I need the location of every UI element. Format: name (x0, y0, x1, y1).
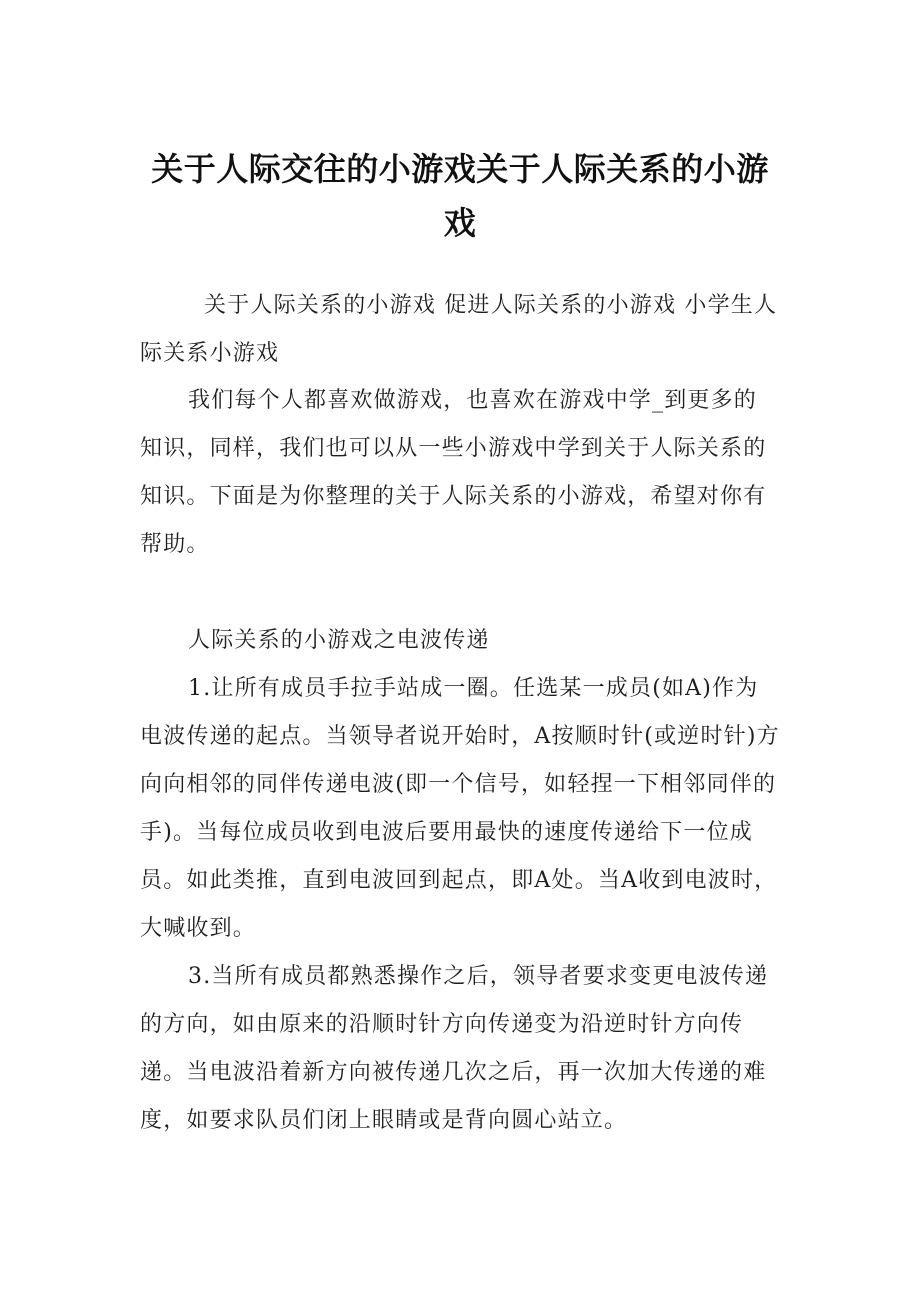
document-title: 关于人际交往的小游戏关于人际关系的小游戏 (151, 150, 769, 242)
step-paragraph-1: 1.让所有成员手拉手站成一圈。任选某一成员(如A)作为电波传递的起点。当领导者说开始时，A按顺时针(或逆时针)方向向相邻的同伴传递电波(即一个信号，如轻捏一下相邻同伴的手)。当每位成员收到电波后要用最快的速度传递给下一位成员。如此类推，直到电波回到起点，即A处。当A收到电波时，大喊收到。 (140, 676, 780, 941)
intro-paragraph: 我们每个人都喜欢做游戏，也喜欢在游戏中学_到更多的知识，同样，我们也可以从一些小游戏中学到关于人际关系的知识。下面是为你整理的关于人际关系的小游戏，希望对你有帮助。 (140, 388, 767, 557)
section-heading: 人际关系的小游戏之电波传递 (188, 628, 490, 653)
step-paragraph-3: 3.当所有成员都熟悉操作之后，领导者要求变更电波传递的方向，如由原来的沿顺时针方向传递变为沿逆时针方向传递。当电波沿着新方向被传递几次之后，再一次加大传递的难度，如要求队员们闭上眼睛或是背向圆心站立。 (140, 964, 769, 1133)
keywords-line: 关于人际关系的小游戏 促进人际关系的小游戏 小学生人际关系小游戏 (140, 293, 778, 366)
